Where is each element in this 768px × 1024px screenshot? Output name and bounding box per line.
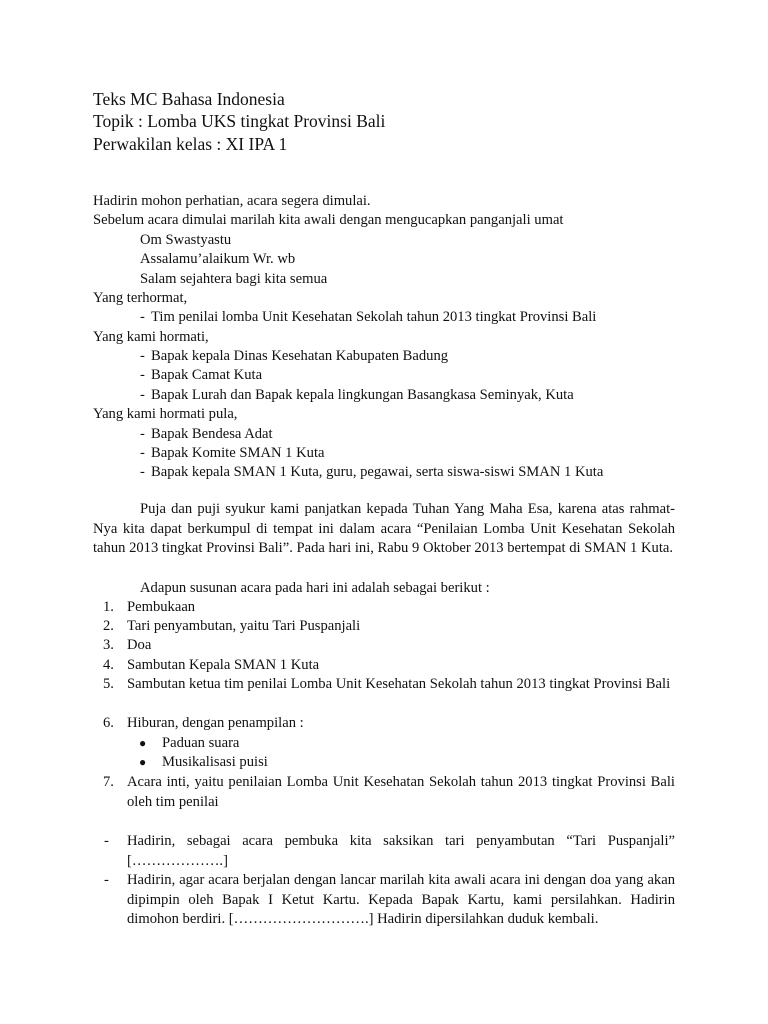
respected-item <box>140 386 574 405</box>
agenda-item-number: 1. <box>103 599 114 615</box>
dash-mark: - <box>140 464 145 480</box>
bullet-mark: ● <box>139 736 147 750</box>
respected-also-item-text: Bapak Komite SMAN 1 Kuta <box>151 445 325 461</box>
respected-heading: Yang kami hormati, <box>93 329 209 345</box>
dash-mark: - <box>140 445 145 461</box>
agenda-intro: Adapun susunan acara pada hari ini adalah sebagai berikut : <box>140 580 490 596</box>
agenda-item-text: Sambutan ketua tim penilai Lomba Unit Kesehatan Sekolah tahun 2013 tingkat Provinsi Bali <box>127 676 671 692</box>
document-topic: Topik : Lomba UKS tingkat Provinsi Bali <box>93 111 386 131</box>
agenda-item-number: 2. <box>103 618 114 634</box>
opening-paragraph: Puja dan puji syukur kami panjatkan kepada Tuhan Yang Maha Esa, karena atas rahmat-Nya kita dapat berkumpul di tempat ini dalam acara “Penilaian Lomba Unit Kesehatan Sekolah tahun 2013 tingkat Provinsi Bali”. Pada hari ini, Rabu 9 Oktober 2013 bertempat di SMAN 1 Kuta. <box>93 501 675 556</box>
dash-mark: - <box>104 872 109 888</box>
dash-mark: - <box>140 367 145 383</box>
mc-script-text: Hadirin, agar acara berjalan dengan lancar marilah kita awali acara ini dengan doa yang akan dipimpin oleh Bapak I Ketut Kartu. Kepada Bapak Kartu, kami persilahkan. Hadirin dimohon berdiri. [……………………….] Hadirin dipersilahkan duduk kembali. <box>127 872 675 927</box>
dash-mark: - <box>140 426 145 442</box>
respected-also-heading: Yang kami hormati pula, <box>93 406 238 422</box>
honored-item-text: Tim penilai lomba Unit Kesehatan Sekolah tahun 2013 tingkat Provinsi Bali <box>151 309 597 325</box>
respected-item-text: Bapak Camat Kuta <box>151 367 263 383</box>
honored-item <box>140 308 596 327</box>
agenda-item-number: 6. <box>103 715 114 731</box>
respected-also-item <box>140 425 273 444</box>
agenda-item-text: Tari penyambutan, yaitu Tari Puspanjali <box>127 618 361 634</box>
dash-mark: - <box>140 387 145 403</box>
mc-script-text: Hadirin, sebagai acara pembuka kita saksikan tari penyambutan “Tari Puspanjali” [……………….] <box>127 833 675 869</box>
document-page <box>93 0 675 1024</box>
greeting-line: Salam sejahtera bagi kita semua <box>140 271 328 287</box>
agenda-item-text: Pembukaan <box>127 599 196 615</box>
greeting-line: Assalamu’alaikum Wr. wb <box>140 251 296 267</box>
document-title: Teks MC Bahasa Indonesia <box>93 89 285 109</box>
greeting-line: Om Swastyastu <box>140 232 232 248</box>
document-class: Perwakilan kelas : XI IPA 1 <box>93 134 288 154</box>
agenda-item-text: Hiburan, dengan penampilan : <box>127 715 304 731</box>
respected-item <box>140 347 448 366</box>
opening-line-2: Sebelum acara dimulai marilah kita awali dengan mengucapkan panganjali umat <box>93 212 564 228</box>
respected-also-item <box>140 463 603 482</box>
agenda-item-text: Doa <box>127 637 152 653</box>
respected-item-text: Bapak Lurah dan Bapak kepala lingkungan Basangkasa Seminyak, Kuta <box>151 387 574 403</box>
entertainment-item-text: Musikalisasi puisi <box>162 754 268 770</box>
agenda-item-number: 4. <box>103 657 114 673</box>
bullet-mark: ● <box>139 755 147 769</box>
respected-also-item-text: Bapak Bendesa Adat <box>151 426 273 442</box>
agenda-item-text: Sambutan Kepala SMAN 1 Kuta <box>127 657 320 673</box>
respected-also-item <box>140 444 325 463</box>
agenda-item-number: 5. <box>103 676 114 692</box>
entertainment-item-text: Paduan suara <box>162 735 240 751</box>
agenda-item-number: 3. <box>103 637 114 653</box>
respected-also-item-text: Bapak kepala SMAN 1 Kuta, guru, pegawai, serta siswa-siswi SMAN 1 Kuta <box>151 464 604 480</box>
honored-heading: Yang terhormat, <box>93 290 188 306</box>
opening-line-1: Hadirin mohon perhatian, acara segera dimulai. <box>93 193 371 209</box>
respected-item-text: Bapak kepala Dinas Kesehatan Kabupaten Badung <box>151 348 449 364</box>
agenda-item-text: Acara inti, yaitu penilaian Lomba Unit Kesehatan Sekolah tahun 2013 tingkat Provinsi Bali oleh tim penilai <box>127 774 675 810</box>
dash-mark: - <box>140 348 145 364</box>
dash-mark: - <box>104 833 109 849</box>
respected-item <box>140 366 262 385</box>
dash-mark: - <box>140 309 145 325</box>
agenda-item-number: 7. <box>103 774 114 790</box>
